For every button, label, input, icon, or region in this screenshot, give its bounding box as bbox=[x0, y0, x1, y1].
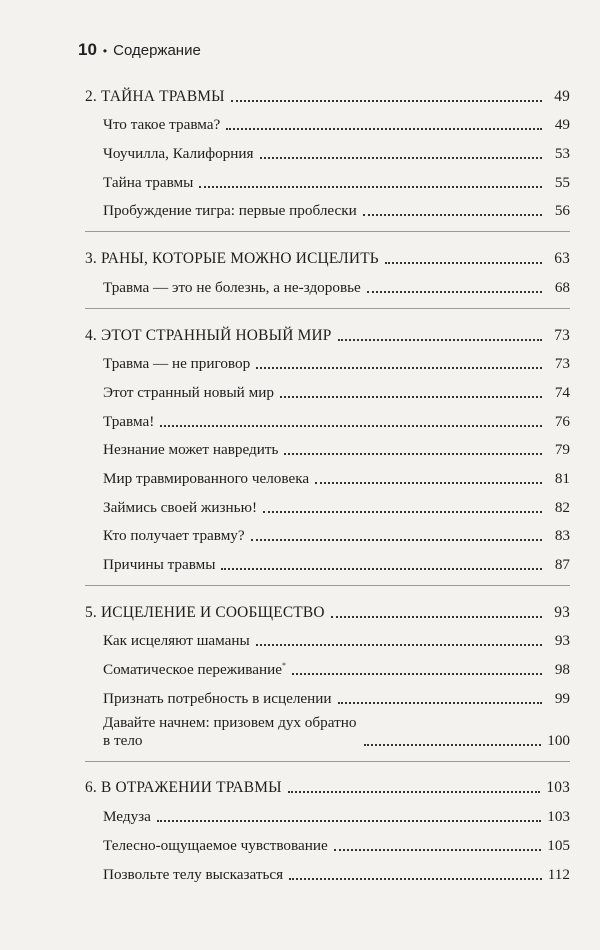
toc-entry[interactable] bbox=[85, 271, 570, 300]
entry-page-number: 73 bbox=[554, 326, 570, 344]
entry-title bbox=[103, 499, 257, 517]
toc-entry[interactable] bbox=[85, 711, 570, 753]
dot-leader bbox=[289, 878, 542, 880]
entry-page-number: 93 bbox=[554, 632, 570, 650]
toc-chapter-entry[interactable] bbox=[85, 80, 570, 109]
dot-leader bbox=[284, 453, 542, 455]
entry-title bbox=[103, 837, 328, 855]
toc-entry[interactable] bbox=[85, 829, 570, 858]
entry-title-text: Мир травмированного человека bbox=[103, 469, 310, 487]
entry-title bbox=[103, 690, 332, 708]
dot-leader bbox=[364, 744, 541, 746]
dot-leader bbox=[292, 673, 542, 675]
toc-section bbox=[85, 80, 570, 232]
toc-entry[interactable] bbox=[85, 405, 570, 434]
entry-title bbox=[103, 116, 220, 134]
entry-page-number: 63 bbox=[554, 250, 570, 268]
entry-page-number: 76 bbox=[554, 412, 570, 430]
entry-title bbox=[85, 327, 332, 345]
toc-entry[interactable] bbox=[85, 491, 570, 520]
dot-leader bbox=[226, 128, 542, 130]
toc-entry[interactable] bbox=[85, 520, 570, 549]
entry-page-number: 103 bbox=[547, 808, 570, 826]
entry-title-text: Соматическое переживание bbox=[103, 661, 283, 679]
dot-leader bbox=[367, 291, 542, 293]
toc-entry[interactable] bbox=[85, 625, 570, 654]
entry-title bbox=[85, 604, 325, 622]
entry-title bbox=[103, 632, 250, 650]
dot-leader bbox=[157, 820, 541, 822]
entry-title-text: Незнание может навредить bbox=[103, 441, 279, 459]
entry-title bbox=[103, 657, 286, 679]
dot-leader bbox=[251, 539, 542, 541]
entry-title-text: 6. В ОТРАЖЕНИИ ТРАВМЫ bbox=[85, 779, 282, 797]
toc-chapter-entry[interactable] bbox=[85, 242, 570, 271]
header-title: Содержание bbox=[113, 42, 201, 59]
entry-page-number: 49 bbox=[554, 87, 570, 105]
header-separator: • bbox=[102, 44, 108, 58]
toc-entry[interactable] bbox=[85, 434, 570, 463]
toc-entry[interactable] bbox=[85, 548, 570, 577]
dot-leader bbox=[338, 702, 542, 704]
page-header bbox=[78, 40, 201, 60]
toc-chapter-entry[interactable] bbox=[85, 319, 570, 348]
dot-leader bbox=[256, 367, 542, 369]
entry-title bbox=[103, 556, 215, 574]
entry-title bbox=[103, 202, 357, 220]
toc-entry[interactable] bbox=[85, 348, 570, 377]
entry-title-text: Признать потребность в исцелении bbox=[103, 689, 332, 707]
toc-entry[interactable] bbox=[85, 376, 570, 405]
entry-page-number: 105 bbox=[547, 836, 570, 854]
entry-title-text: 2. ТАЙНА ТРАВМЫ bbox=[85, 87, 225, 105]
dot-leader bbox=[256, 644, 542, 646]
footnote-mark: * bbox=[282, 661, 287, 670]
entry-title-text: Давайте начнем: призовем дух обратно в тело bbox=[103, 713, 357, 749]
toc-entry[interactable] bbox=[85, 166, 570, 195]
toc-chapter-entry[interactable] bbox=[85, 596, 570, 625]
entry-page-number: 99 bbox=[554, 689, 570, 707]
toc-section bbox=[85, 596, 570, 762]
entry-title-text: Что такое травма? bbox=[103, 116, 221, 134]
dot-leader bbox=[334, 849, 542, 851]
entry-page-number: 82 bbox=[554, 498, 570, 516]
entry-page-number: 79 bbox=[554, 441, 570, 459]
dot-leader bbox=[338, 339, 542, 341]
entry-page-number: 49 bbox=[554, 116, 570, 134]
entry-page-number: 74 bbox=[554, 383, 570, 401]
entry-title bbox=[103, 808, 151, 826]
dot-leader bbox=[231, 100, 542, 102]
toc-entry[interactable] bbox=[85, 800, 570, 829]
entry-title-text: 5. ИСЦЕЛЕНИЕ И СООБЩЕСТВО bbox=[85, 603, 325, 621]
entry-title-text: Займись своей жизнью! bbox=[103, 498, 258, 516]
entry-title bbox=[85, 779, 282, 797]
entry-page-number: 55 bbox=[554, 173, 570, 191]
dot-leader bbox=[315, 482, 542, 484]
entry-title bbox=[85, 250, 379, 268]
entry-page-number: 83 bbox=[554, 527, 570, 545]
table-of-contents bbox=[85, 80, 570, 905]
entry-page-number: 81 bbox=[554, 469, 570, 487]
toc-section bbox=[85, 242, 570, 308]
entry-title bbox=[103, 527, 245, 545]
entry-title-text: Травма! bbox=[103, 412, 155, 430]
entry-title-text: Телесно-ощущаемое чувствование bbox=[103, 836, 328, 854]
entry-title bbox=[103, 384, 274, 402]
dot-leader bbox=[199, 186, 542, 188]
entry-title bbox=[85, 88, 225, 106]
entry-title-text: Как исцеляют шаманы bbox=[103, 632, 250, 650]
toc-entry[interactable] bbox=[85, 682, 570, 711]
dot-leader bbox=[288, 791, 541, 793]
entry-title-text: Пробуждение тигра: первые проблески bbox=[103, 202, 357, 220]
entry-page-number: 87 bbox=[554, 556, 570, 573]
entry-page-number: 93 bbox=[554, 603, 570, 621]
entry-page-number: 73 bbox=[554, 355, 570, 373]
entry-page-number: 98 bbox=[554, 661, 570, 679]
dot-leader bbox=[280, 396, 542, 398]
toc-chapter-entry[interactable] bbox=[85, 772, 570, 801]
toc-entry[interactable] bbox=[85, 137, 570, 166]
toc-section bbox=[85, 772, 570, 895]
toc-entry[interactable] bbox=[85, 653, 570, 682]
entry-title bbox=[103, 279, 361, 297]
entry-title bbox=[103, 145, 254, 163]
entry-title-text: Позвольте телу высказаться bbox=[103, 865, 284, 883]
entry-title bbox=[103, 714, 358, 750]
entry-title bbox=[103, 866, 283, 884]
entry-page-number: 56 bbox=[554, 202, 570, 220]
entry-title bbox=[103, 413, 154, 431]
entry-title-text: Кто получает травму? bbox=[103, 527, 245, 545]
entry-title bbox=[103, 174, 193, 192]
dot-leader bbox=[160, 425, 542, 427]
toc-entry[interactable] bbox=[85, 858, 570, 887]
entry-title-text: 4. ЭТОТ СТРАННЫЙ НОВЫЙ МИР bbox=[85, 326, 332, 344]
toc-entry[interactable] bbox=[85, 195, 570, 224]
entry-title-text: Тайна травмы bbox=[103, 173, 194, 191]
dot-leader bbox=[260, 157, 542, 159]
page-number: 10 bbox=[78, 40, 97, 59]
dot-leader bbox=[385, 262, 542, 264]
dot-leader bbox=[263, 511, 542, 513]
entry-title-text: Этот странный новый мир bbox=[103, 383, 274, 401]
entry-title-text: Медуза bbox=[103, 808, 151, 826]
toc-section bbox=[85, 319, 570, 586]
entry-title-text: Травма — не приговор bbox=[103, 355, 251, 373]
entry-title-text: 3. РАНЫ, КОТОРЫЕ МОЖНО ИСЦЕЛИТЬ bbox=[85, 250, 379, 268]
entry-title-text: Причины травмы bbox=[103, 556, 216, 573]
entry-title-text: Чоучилла, Калифорния bbox=[103, 145, 254, 163]
dot-leader bbox=[221, 568, 542, 570]
entry-page-number: 103 bbox=[546, 779, 570, 797]
entry-page-number: 100 bbox=[547, 731, 570, 749]
dot-leader bbox=[331, 616, 542, 618]
toc-entry[interactable] bbox=[85, 462, 570, 491]
entry-title bbox=[103, 355, 250, 373]
entry-page-number: 68 bbox=[554, 278, 570, 296]
entry-title-text: Травма — это не болезнь, а не-здоровье bbox=[103, 278, 361, 296]
entry-page-number: 53 bbox=[554, 145, 570, 163]
dot-leader bbox=[363, 214, 542, 216]
entry-title bbox=[103, 441, 278, 459]
entry-page-number: 112 bbox=[547, 865, 570, 883]
entry-title bbox=[103, 470, 309, 488]
toc-entry[interactable] bbox=[85, 109, 570, 138]
